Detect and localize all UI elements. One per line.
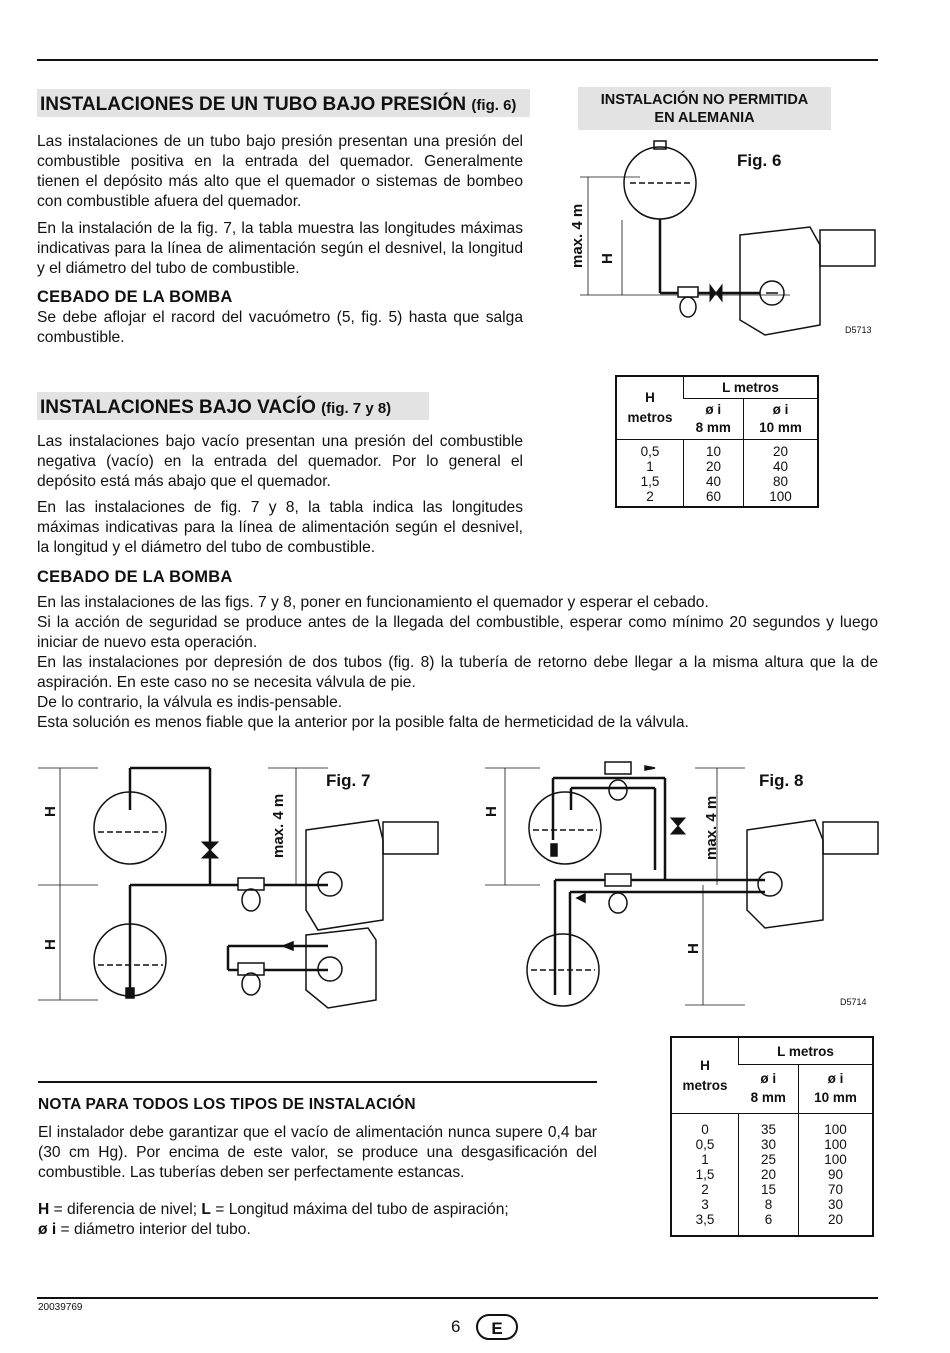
fig7-h2-label: H bbox=[42, 939, 59, 950]
t2-cell: 3,5 bbox=[695, 1212, 715, 1227]
not-permitted-line2: EN ALEMANIA bbox=[654, 110, 755, 126]
t2-cell: 8 bbox=[739, 1197, 799, 1212]
not-permitted-box bbox=[578, 87, 831, 130]
fig8-code: D5714 bbox=[840, 997, 867, 1007]
table-row bbox=[671, 1167, 873, 1182]
section1-heading bbox=[37, 89, 530, 117]
legend-l: L bbox=[201, 1201, 211, 1218]
doc-number: 20039769 bbox=[38, 1302, 83, 1313]
page-number: 6 bbox=[451, 1317, 461, 1336]
table-row bbox=[616, 474, 818, 489]
length-table-1 bbox=[615, 375, 819, 508]
t1-cell: 100 bbox=[744, 489, 818, 507]
fig8-h1-label: H bbox=[483, 806, 500, 817]
t2-c8b: 8 mm bbox=[750, 1090, 786, 1105]
table-row bbox=[616, 459, 818, 474]
table-row bbox=[616, 489, 818, 507]
t2-cell: 6 bbox=[739, 1212, 799, 1236]
t2-cell: 100 bbox=[799, 1114, 873, 1138]
nota-rule bbox=[38, 1081, 597, 1083]
t2-cell: 1 bbox=[701, 1152, 709, 1167]
fig6-code: D5713 bbox=[845, 325, 872, 335]
table-row bbox=[671, 1114, 873, 1138]
t1-h-col: H bbox=[645, 390, 655, 405]
section1-title-ref: (fig. 6) bbox=[471, 97, 517, 114]
t1-cell: 20 bbox=[744, 440, 818, 460]
t2-cell: 25 bbox=[739, 1152, 799, 1167]
section1-title: INSTALACIONES DE UN TUBO BAJO PRESIÓN bbox=[40, 94, 467, 115]
t2-cell: 1,5 bbox=[695, 1167, 715, 1182]
footer-rule bbox=[37, 1297, 878, 1299]
section1-p1: Las instalaciones de un tubo bajo presión presentan una presión del combustible positiva en la entrada del quemador. Generalmente tienen el depósito más alto que el quemador o sistemas de bombeo con combustible afuera del quemador. bbox=[37, 133, 523, 210]
legend-l-text: = Longitud máxima del tubo de aspiración; bbox=[210, 1201, 509, 1218]
t2-cell: 15 bbox=[739, 1182, 799, 1197]
section2-line2: Si la acción de seguridad se produce antes de la llegada del combustible, esperar como mínimo 20 segundos y luego iniciar de nuevo esta operación. bbox=[37, 614, 878, 651]
section2-subheading: CEBADO DE LA BOMBA bbox=[37, 568, 233, 586]
fig8-diagram bbox=[485, 760, 885, 1015]
t2-c10: ø i bbox=[827, 1071, 844, 1086]
t1-cell: 2 bbox=[646, 489, 654, 504]
section2-heading bbox=[37, 392, 429, 420]
fig8-max-label: max. 4 m bbox=[703, 795, 720, 860]
not-permitted-line1: INSTALACIÓN NO PERMITIDA bbox=[600, 92, 809, 108]
t2-cell: 0,5 bbox=[695, 1137, 715, 1152]
legend-o-text: = diámetro interior del tubo. bbox=[56, 1221, 251, 1238]
t1-c10: ø i bbox=[772, 402, 789, 417]
section2-title: INSTALACIONES BAJO VACÍO bbox=[40, 397, 316, 418]
section2-line3: En las instalaciones por depresión de dos tubos (fig. 8) la tubería de retorno debe llegar a la misma altura que la de aspiración. En este caso no se necesita válvula de pie. bbox=[37, 654, 878, 691]
fig7-max-label: max. 4 m bbox=[270, 793, 287, 858]
nota-paragraph: El instalador debe garantizar que el vacío de alimentación nunca supere 0,4 bar (30 cm Hg). Por encima de este valor, se produce una desgasificación del combustible. Las tuberías deben ser perfectamente estancas. bbox=[38, 1124, 597, 1181]
table-row bbox=[671, 1197, 873, 1212]
t2-cell: 3 bbox=[701, 1197, 709, 1212]
t2-cell: 30 bbox=[739, 1137, 799, 1152]
t1-cell: 10 bbox=[684, 440, 744, 460]
t2-h-col: H bbox=[700, 1057, 710, 1073]
legend-o: ø i bbox=[38, 1221, 57, 1238]
t1-cell: 1,5 bbox=[640, 474, 660, 489]
section1-p3: Se debe aflojar el racord del vacuómetro (5, fig. 5) hasta que salga combustible. bbox=[37, 309, 523, 346]
t1-cell: 40 bbox=[744, 459, 818, 474]
t1-c10b: 10 mm bbox=[759, 420, 802, 435]
language-badge: E bbox=[476, 1314, 518, 1340]
nota-title: NOTA PARA TODOS LOS TIPOS DE INSTALACIÓN bbox=[38, 1096, 416, 1113]
t2-c8: ø i bbox=[760, 1071, 777, 1086]
t2-h-col2: metros bbox=[682, 1077, 728, 1093]
section2-p1: Las instalaciones bajo vacío presentan una presión del combustible negativa (vacío) en la entrada del quemador. Por lo general el depósito está más abajo que el quemador. bbox=[37, 433, 523, 490]
top-rule bbox=[37, 59, 878, 61]
fig7-diagram bbox=[38, 760, 448, 1015]
table-row bbox=[671, 1152, 873, 1167]
legend-h: H bbox=[38, 1201, 50, 1218]
t2-cell: 100 bbox=[799, 1137, 873, 1152]
t1-cell: 60 bbox=[684, 489, 744, 507]
table-row bbox=[671, 1137, 873, 1152]
t1-cell: 80 bbox=[744, 474, 818, 489]
t2-cell: 0 bbox=[701, 1122, 709, 1137]
t1-cell: 40 bbox=[684, 474, 744, 489]
t1-cell: 0,5 bbox=[640, 444, 660, 459]
section2-line4: De lo contrario, la válvula es indis-pensable. bbox=[37, 694, 343, 711]
t2-cell: 90 bbox=[799, 1167, 873, 1182]
t1-l-head: L metros bbox=[684, 376, 819, 399]
nota-legend-line1 bbox=[38, 1200, 598, 1220]
nota-legend-line2 bbox=[38, 1220, 598, 1240]
section2-line1: En las instalaciones de las figs. 7 y 8, poner en funcionamiento el quemador y esperar el cebado. bbox=[37, 594, 709, 611]
fig8-label: Fig. 8 bbox=[759, 771, 804, 790]
table-row bbox=[671, 1182, 873, 1197]
fig6-max-label: max. 4 m bbox=[569, 203, 586, 268]
t1-cell: 1 bbox=[646, 459, 654, 474]
section2-title-ref: (fig. 7 y 8) bbox=[321, 400, 392, 417]
fig8-h2-label: H bbox=[685, 943, 702, 954]
table-row bbox=[616, 440, 818, 460]
section1-p2: En la instalación de la fig. 7, la tabla muestra las longitudes máximas indicativas para la línea de alimentación según el desnivel, la longitud y el diámetro del tubo de combustible. bbox=[37, 220, 523, 277]
t1-cell: 20 bbox=[684, 459, 744, 474]
fig7-h1-label: H bbox=[42, 806, 59, 817]
t1-c8b: 8 mm bbox=[695, 420, 731, 435]
t2-cell: 20 bbox=[799, 1212, 873, 1236]
fig7-label: Fig. 7 bbox=[326, 771, 371, 790]
length-table-2 bbox=[670, 1036, 874, 1237]
t2-c10b: 10 mm bbox=[814, 1090, 857, 1105]
fig6-label: Fig. 6 bbox=[737, 151, 782, 170]
t2-l-head: L metros bbox=[739, 1037, 874, 1065]
fig6-diagram bbox=[560, 135, 880, 345]
t2-cell: 100 bbox=[799, 1152, 873, 1167]
legend-h-text: = diferencia de nivel; bbox=[49, 1201, 202, 1218]
section1-subheading: CEBADO DE LA BOMBA bbox=[37, 288, 233, 306]
t2-cell: 35 bbox=[739, 1114, 799, 1138]
t1-h-col2: metros bbox=[627, 410, 673, 425]
t1-c8: ø i bbox=[705, 402, 722, 417]
t2-cell: 20 bbox=[739, 1167, 799, 1182]
fig6-h-label: H bbox=[599, 253, 616, 264]
section2-p2: En las instalaciones de fig. 7 y 8, la tabla indica las longitudes máximas indicativas para la línea de alimentación según el desnivel, la longitud y el diámetro del tubo de combustible. bbox=[37, 499, 523, 556]
table-row bbox=[671, 1212, 873, 1236]
t2-cell: 30 bbox=[799, 1197, 873, 1212]
t2-cell: 2 bbox=[701, 1182, 709, 1197]
t2-cell: 70 bbox=[799, 1182, 873, 1197]
section2-line5: Esta solución es menos fiable que la anterior por la posible falta de hermeticidad de la válvula. bbox=[37, 714, 689, 731]
